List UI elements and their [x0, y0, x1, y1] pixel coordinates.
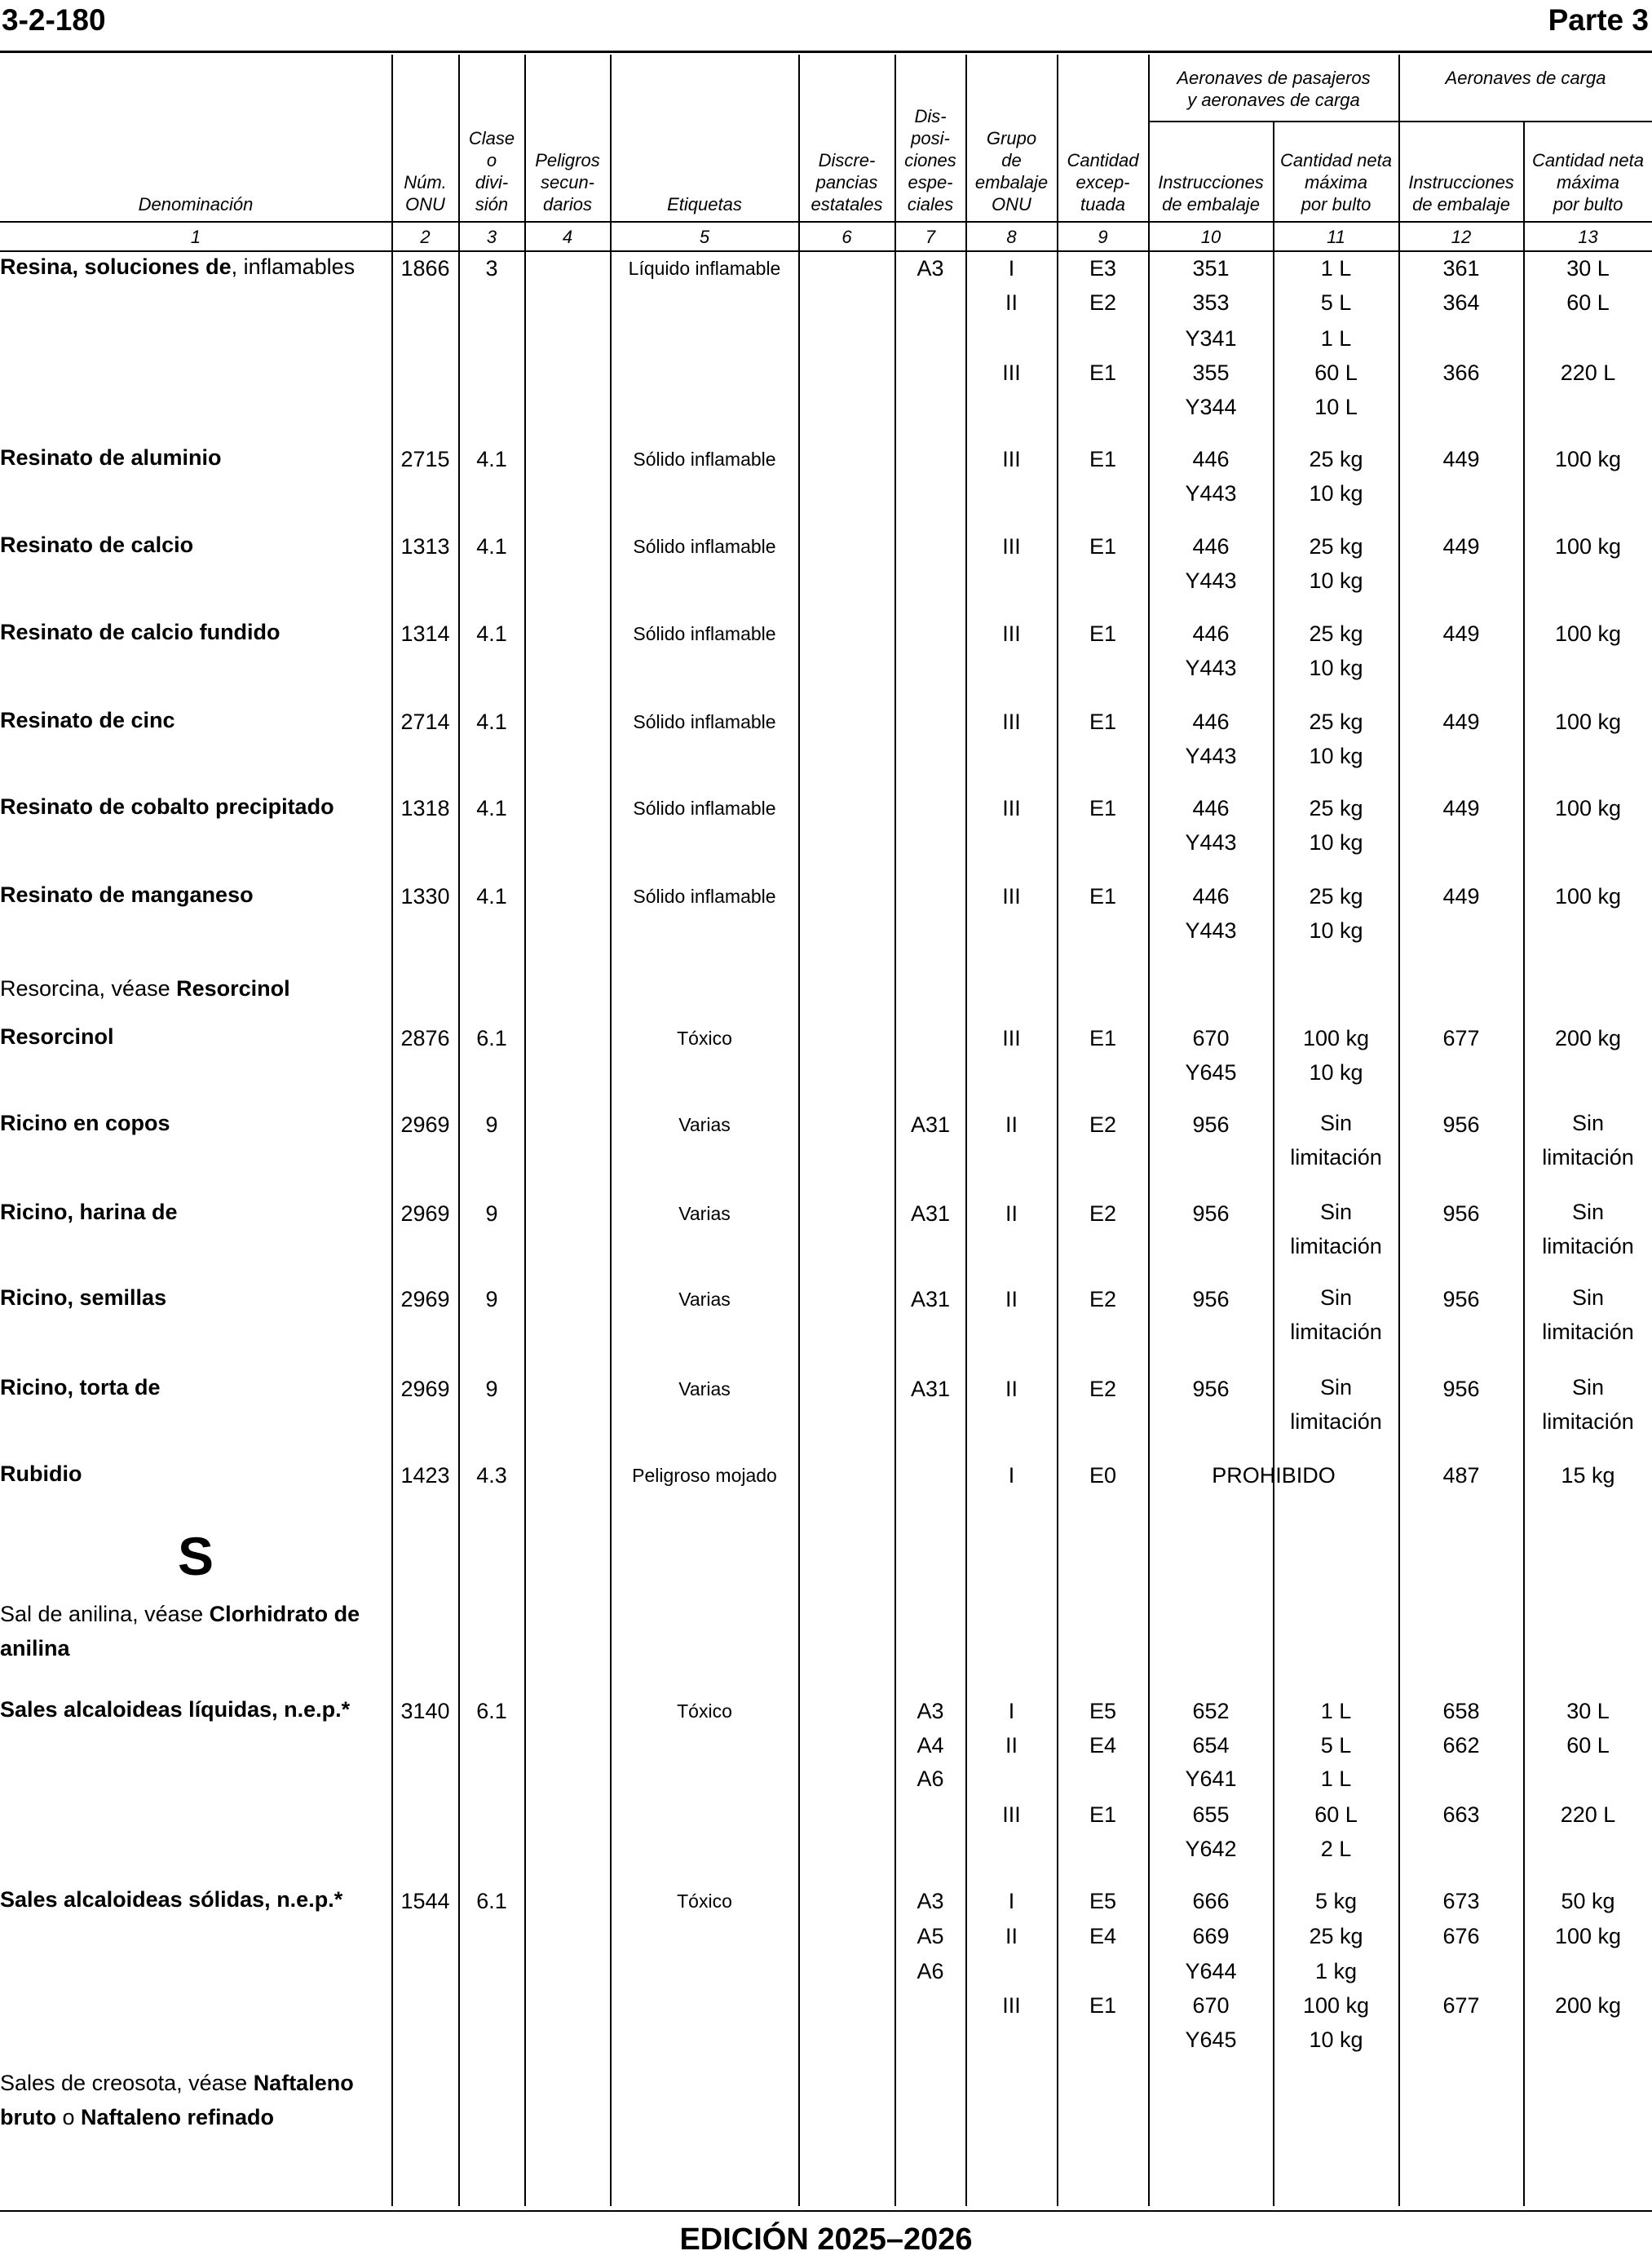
cargo-max-quantity-cell: 60 L [1566, 1733, 1610, 1758]
passenger-packing-instruction-cell: 654 [1192, 1733, 1230, 1758]
un-number-cell: 2969 [400, 1287, 450, 1311]
header-cargo-max-net-quantity: Cantidad neta máxima por bulto [1532, 150, 1644, 214]
passenger-max-quantity-cell: 10 L [1314, 395, 1358, 419]
packing-group-cell: III [1002, 1026, 1021, 1050]
cargo-max-quantity-cell: 100 kg [1554, 534, 1622, 559]
label-cell: Sólido inflamable [633, 886, 776, 907]
cargo-packing-instruction-cell: 364 [1442, 290, 1480, 315]
cargo-max-quantity-cell: 100 kg [1554, 1924, 1622, 1948]
packing-group-cell: II [1005, 1733, 1018, 1758]
cargo-max-quantity-cell: 200 kg [1554, 1026, 1622, 1050]
class-cell: 4.3 [476, 1463, 507, 1488]
special-provision-cell: A3 [917, 1889, 944, 1913]
class-cell: 9 [485, 1201, 498, 1226]
excepted-quantity-cell: E5 [1089, 1699, 1117, 1723]
cargo-max-quantity-cell: 50 kg [1561, 1889, 1615, 1913]
passenger-max-quantity-cell: 1 L [1320, 326, 1352, 351]
column-number: 10 [1200, 227, 1221, 247]
cross-reference-resorcina: Resorcina, véase Resorcinol [0, 976, 290, 1001]
un-number-cell: 2714 [400, 710, 450, 734]
passenger-max-quantity-cell: 25 kg [1309, 447, 1363, 471]
passenger-max-quantity-cell: 1 L [1320, 256, 1352, 281]
cargo-packing-instruction-cell: 676 [1442, 1924, 1480, 1948]
header-excepted-quantity: Cantidad excep- tuada [1067, 150, 1139, 214]
entry-name: Resinato de cinc [0, 708, 175, 732]
column-number: 9 [1098, 227, 1108, 247]
label-cell: Sólido inflamable [633, 536, 776, 557]
label-cell: Peligroso mojado [632, 1465, 777, 1486]
passenger-packing-instruction-cell: Y443 [1185, 830, 1237, 855]
excepted-quantity-cell: E1 [1089, 1802, 1117, 1827]
packing-group-cell: III [1002, 534, 1021, 559]
column-number: 12 [1451, 227, 1472, 247]
excepted-quantity-cell: E2 [1089, 1377, 1117, 1401]
passenger-packing-instruction-cell: 446 [1192, 621, 1230, 646]
cargo-packing-instruction-cell: 487 [1442, 1463, 1480, 1488]
un-number-cell: 1313 [400, 534, 450, 559]
un-number-cell: 1314 [400, 621, 450, 646]
passenger-max-quantity-cell: 25 kg [1309, 534, 1363, 559]
special-provision-cell: A3 [917, 1699, 944, 1723]
passenger-max-quantity-cell: 5 L [1320, 1733, 1352, 1758]
passenger-packing-instruction-cell: 355 [1192, 360, 1230, 385]
special-provision-cell: A4 [917, 1733, 944, 1758]
special-provision-cell: A5 [917, 1924, 944, 1948]
entry-name: Resorcinol [0, 1024, 114, 1049]
passenger-max-quantity-cell: 25 kg [1309, 796, 1363, 820]
part-label: Parte 3 [1548, 3, 1649, 37]
passenger-max-quantity-cell: 10 kg [1309, 481, 1363, 506]
passenger-max-quantity-cell: 100 kg [1302, 1993, 1370, 2018]
excepted-quantity-cell: E1 [1089, 710, 1117, 734]
cargo-packing-instruction-cell: 449 [1442, 796, 1480, 820]
packing-group-cell: III [1002, 621, 1021, 646]
un-number-cell: 2715 [400, 447, 450, 471]
label-cell: Sólido inflamable [633, 798, 776, 819]
passenger-packing-instruction-cell: 351 [1192, 256, 1230, 281]
passenger-max-quantity-cell: 5 L [1320, 290, 1352, 315]
special-provision-cell: A31 [910, 1287, 951, 1311]
label-cell: Tóxico [677, 1890, 732, 1912]
passenger-max-quantity-cell: 10 kg [1309, 568, 1363, 593]
passenger-packing-instruction-cell: 446 [1192, 447, 1230, 471]
passenger-max-quantity-cell: 10 kg [1309, 918, 1363, 943]
header-packing-group: Grupo de embalaje ONU [974, 128, 1049, 214]
class-cell: 4.1 [476, 796, 507, 820]
special-provision-cell: A31 [910, 1201, 951, 1226]
special-provision-cell: A6 [917, 1959, 944, 1983]
class-cell: 4.1 [476, 447, 507, 471]
column-number: 13 [1578, 227, 1598, 247]
header-labels: Etiquetas [667, 194, 742, 214]
cargo-packing-instruction-cell: 677 [1442, 1026, 1480, 1050]
cargo-packing-instruction-cell: 677 [1442, 1993, 1480, 2018]
passenger-max-quantity-cell: 100 kg [1302, 1026, 1370, 1050]
cargo-max-quantity-cell: 100 kg [1554, 621, 1622, 646]
column-number: 3 [486, 227, 497, 247]
un-number-cell: 1318 [400, 796, 450, 820]
class-cell: 6.1 [476, 1699, 507, 1723]
excepted-quantity-cell: E4 [1089, 1733, 1117, 1758]
edition-footer: EDICIÓN 2025–2026 [679, 2222, 973, 2257]
excepted-quantity-cell: E4 [1089, 1924, 1117, 1948]
cargo-max-quantity-cell: 15 kg [1561, 1463, 1615, 1488]
packing-group-cell: III [1002, 884, 1021, 909]
header-rule [0, 51, 1652, 53]
entry-name: Resinato de calcio [0, 533, 194, 557]
header-passenger-packing-instruction: Instrucciones de embalaje [1158, 172, 1264, 214]
entry-name: Ricino, harina de [0, 1200, 178, 1224]
cargo-max-quantity-cell: 100 kg [1554, 710, 1622, 734]
class-cell: 3 [485, 256, 498, 281]
passenger-packing-instruction-cell: Y641 [1185, 1767, 1237, 1791]
class-cell: 6.1 [476, 1889, 507, 1913]
entry-name: Resinato de manganeso [0, 882, 254, 907]
cargo-packing-instruction-cell: 662 [1442, 1733, 1480, 1758]
label-cell: Líquido inflamable [628, 258, 781, 279]
passenger-aircraft-group-header: Aeronaves de pasajeros y aeronaves de carga [1177, 68, 1371, 110]
packing-group-cell: II [1005, 1112, 1018, 1137]
passenger-packing-instruction-cell: Y443 [1185, 918, 1237, 943]
packing-group-cell: III [1002, 447, 1021, 471]
cargo-max-quantity-cell: 100 kg [1554, 796, 1622, 820]
column-divider [524, 55, 526, 2206]
entry-name: Resina, soluciones de, inflamables [0, 254, 356, 279]
excepted-quantity-cell: E1 [1089, 534, 1117, 559]
passenger-max-quantity-cell: 10 kg [1309, 744, 1363, 768]
passenger-max-quantity-cell: 2 L [1320, 1837, 1352, 1861]
passenger-packing-instruction-cell: Y443 [1185, 656, 1237, 680]
packing-group-cell: II [1005, 1377, 1018, 1401]
excepted-quantity-cell: E1 [1089, 1993, 1117, 2018]
passenger-packing-instruction-cell: Y645 [1185, 1060, 1237, 1085]
un-number-cell: 2969 [400, 1377, 450, 1401]
excepted-quantity-cell: E2 [1089, 1287, 1117, 1311]
packing-group-cell: II [1005, 290, 1018, 315]
packing-group-cell: I [1008, 1889, 1015, 1913]
header-subsidiary-hazards: Peligros secun- darios [535, 150, 600, 214]
un-number-cell: 2969 [400, 1112, 450, 1137]
cargo-max-quantity-cell: 100 kg [1554, 884, 1622, 909]
passenger-max-quantity-cell: 60 L [1314, 1802, 1358, 1827]
passenger-max-quantity-cell: 1 kg [1314, 1959, 1358, 1983]
column-number: 11 [1327, 227, 1345, 247]
header-un-number: Núm. ONU [404, 172, 447, 214]
cargo-packing-instruction-cell: 956 [1442, 1112, 1480, 1137]
excepted-quantity-cell: E1 [1089, 360, 1117, 385]
cargo-packing-instruction-cell: 449 [1442, 884, 1480, 909]
un-number-cell: 2876 [400, 1026, 450, 1050]
excepted-quantity-cell: E1 [1089, 621, 1117, 646]
passenger-packing-instruction-cell: Y443 [1185, 744, 1237, 768]
header-state-variations: Discre- pancias estatales [811, 150, 883, 214]
passenger-packing-instruction-cell: Y443 [1185, 568, 1237, 593]
header-bottom-rule [0, 221, 1652, 223]
cargo-max-quantity-cell: Sin limitación [1542, 1285, 1634, 1344]
passenger-packing-instruction-cell: 670 [1192, 1993, 1230, 2018]
un-number-cell: 1330 [400, 884, 450, 909]
passenger-packing-instruction-cell: 670 [1192, 1026, 1230, 1050]
passenger-packing-instruction-cell: 956 [1192, 1112, 1230, 1137]
class-cell: 9 [485, 1112, 498, 1137]
header-special-provisions: Dis- posi- ciones espe- ciales [904, 106, 956, 214]
cargo-max-quantity-cell: 60 L [1566, 290, 1610, 315]
un-number-cell: 1866 [400, 256, 450, 281]
un-number-cell: 1544 [400, 1889, 450, 1913]
passenger-packing-instruction-cell: 446 [1192, 884, 1230, 909]
cargo-packing-instruction-cell: 658 [1442, 1699, 1480, 1723]
header-denominacion: Denominación [138, 194, 254, 214]
cargo-packing-instruction-cell: 956 [1442, 1201, 1480, 1226]
passenger-max-quantity-cell: 10 kg [1309, 656, 1363, 680]
cargo-max-quantity-cell: Sin limitación [1542, 1200, 1634, 1258]
excepted-quantity-cell: E5 [1089, 1889, 1117, 1913]
passenger-packing-instruction-cell: 956 [1192, 1377, 1230, 1401]
section-letter: S [178, 1526, 214, 1586]
special-provision-cell: A31 [910, 1377, 951, 1401]
passenger-packing-instruction-cell: 666 [1192, 1889, 1230, 1913]
cargo-max-quantity-cell: 30 L [1566, 256, 1610, 281]
passenger-max-quantity-cell: Sin limitación [1290, 1111, 1382, 1170]
passenger-packing-instruction-cell: Y443 [1185, 481, 1237, 506]
entry-name: Sales alcaloideas líquidas, n.e.p.* [0, 1697, 351, 1722]
label-cell: Tóxico [677, 1028, 732, 1049]
un-number-cell: 2969 [400, 1201, 450, 1226]
un-number-cell: 3140 [400, 1699, 450, 1723]
special-provision-cell: A3 [917, 256, 944, 281]
passenger-max-quantity-cell: 10 kg [1309, 1060, 1363, 1085]
prohibited-cell: PROHIBIDO [1212, 1463, 1336, 1488]
class-cell: 6.1 [476, 1026, 507, 1050]
cargo-max-quantity-cell: 200 kg [1554, 1993, 1622, 2018]
entry-name: Ricino, semillas [0, 1285, 167, 1310]
class-cell: 9 [485, 1287, 498, 1311]
passenger-max-quantity-cell: 10 kg [1309, 830, 1363, 855]
passenger-packing-instruction-cell: 446 [1192, 710, 1230, 734]
packing-group-cell: II [1005, 1287, 1018, 1311]
group-header-rule [1149, 121, 1652, 122]
packing-group-cell: I [1008, 1463, 1015, 1488]
passenger-max-quantity-cell: 1 L [1320, 1699, 1352, 1723]
cargo-packing-instruction-cell: 673 [1442, 1889, 1480, 1913]
packing-group-cell: III [1002, 710, 1021, 734]
class-cell: 4.1 [476, 884, 507, 909]
packing-group-cell: II [1005, 1201, 1018, 1226]
passenger-max-quantity-cell: 1 L [1320, 1767, 1352, 1791]
passenger-packing-instruction-cell: 669 [1192, 1924, 1230, 1948]
packing-group-cell: I [1008, 256, 1015, 281]
excepted-quantity-cell: E3 [1089, 256, 1117, 281]
column-number: 2 [420, 227, 431, 247]
cargo-max-quantity-cell: Sin limitación [1542, 1375, 1634, 1434]
column-number: 8 [1006, 227, 1017, 247]
label-cell: Sólido inflamable [633, 623, 776, 644]
special-provision-cell: A31 [910, 1112, 951, 1137]
excepted-quantity-cell: E2 [1089, 1201, 1117, 1226]
entry-name: Resinato de aluminio [0, 445, 222, 470]
column-number: 4 [562, 227, 573, 247]
excepted-quantity-cell: E2 [1089, 290, 1117, 315]
header-cargo-packing-instruction: Instrucciones de embalaje [1408, 172, 1514, 214]
cargo-max-quantity-cell: Sin limitación [1542, 1111, 1634, 1170]
cargo-max-quantity-cell: 220 L [1560, 360, 1616, 385]
class-cell: 4.1 [476, 710, 507, 734]
passenger-packing-instruction-cell: Y341 [1185, 326, 1237, 351]
column-number: 7 [925, 227, 936, 247]
cargo-packing-instruction-cell: 361 [1442, 256, 1480, 281]
passenger-max-quantity-cell: 60 L [1314, 360, 1358, 385]
cargo-packing-instruction-cell: 956 [1442, 1287, 1480, 1311]
header-passenger-max-net-quantity: Cantidad neta máxima por bulto [1280, 150, 1392, 214]
excepted-quantity-cell: E1 [1089, 884, 1117, 909]
class-cell: 4.1 [476, 621, 507, 646]
passenger-max-quantity-cell: Sin limitación [1290, 1200, 1382, 1258]
un-number-cell: 1423 [400, 1463, 450, 1488]
class-cell: 9 [485, 1377, 498, 1401]
excepted-quantity-cell: E1 [1089, 1026, 1117, 1050]
cargo-max-quantity-cell: 100 kg [1554, 447, 1622, 471]
packing-group-cell: III [1002, 796, 1021, 820]
cargo-aircraft-group-header: Aeronaves de carga [1445, 68, 1606, 88]
passenger-packing-instruction-cell: Y644 [1185, 1959, 1237, 1983]
passenger-packing-instruction-cell: Y344 [1185, 395, 1237, 419]
label-cell: Varias [678, 1203, 731, 1224]
cargo-packing-instruction-cell: 366 [1442, 360, 1480, 385]
passenger-packing-instruction-cell: 655 [1192, 1802, 1230, 1827]
entry-name: Sales alcaloideas sólidas, n.e.p.* [0, 1887, 343, 1912]
footer-rule [0, 2210, 1652, 2212]
cargo-packing-instruction-cell: 956 [1442, 1377, 1480, 1401]
excepted-quantity-cell: E1 [1089, 447, 1117, 471]
passenger-max-quantity-cell: Sin limitación [1290, 1375, 1382, 1434]
excepted-quantity-cell: E2 [1089, 1112, 1117, 1137]
label-cell: Tóxico [677, 1700, 732, 1722]
passenger-max-quantity-cell: 25 kg [1309, 1924, 1363, 1948]
label-cell: Varias [678, 1114, 731, 1135]
passenger-max-quantity-cell: 25 kg [1309, 621, 1363, 646]
cross-reference-creosota: Sales de creosota, véase Naftaleno bruto o Naftaleno refinado [0, 2071, 354, 2129]
column-number: 1 [190, 227, 201, 247]
entry-name: Resinato de cobalto precipitado [0, 794, 334, 819]
column-number: 5 [699, 227, 710, 247]
packing-group-cell: III [1002, 1993, 1021, 2018]
passenger-packing-instruction-cell: 956 [1192, 1201, 1230, 1226]
cargo-packing-instruction-cell: 449 [1442, 447, 1480, 471]
header-class: Clase o divi- sión [468, 128, 515, 214]
packing-group-cell: III [1002, 360, 1021, 385]
passenger-max-quantity-cell: 5 kg [1314, 1889, 1358, 1913]
entry-name: Ricino en copos [0, 1111, 170, 1135]
packing-group-cell: III [1002, 1802, 1021, 1827]
passenger-packing-instruction-cell: 446 [1192, 534, 1230, 559]
column-number: 6 [841, 227, 852, 247]
passenger-max-quantity-cell: 25 kg [1309, 884, 1363, 909]
label-cell: Sólido inflamable [633, 711, 776, 732]
excepted-quantity-cell: E1 [1089, 796, 1117, 820]
passenger-max-quantity-cell: 25 kg [1309, 710, 1363, 734]
cargo-packing-instruction-cell: 449 [1442, 534, 1480, 559]
entry-name: Resinato de calcio fundido [0, 620, 280, 644]
passenger-packing-instruction-cell: 446 [1192, 796, 1230, 820]
excepted-quantity-cell: E0 [1089, 1463, 1117, 1488]
column-divider [798, 55, 800, 2206]
passenger-packing-instruction-cell: 353 [1192, 290, 1230, 315]
entry-name: Rubidio [0, 1461, 82, 1486]
cargo-max-quantity-cell: 30 L [1566, 1699, 1610, 1723]
cargo-packing-instruction-cell: 449 [1442, 621, 1480, 646]
cargo-max-quantity-cell: 220 L [1560, 1802, 1616, 1827]
packing-group-cell: I [1008, 1699, 1015, 1723]
passenger-packing-instruction-cell: Y645 [1185, 2027, 1237, 2052]
passenger-max-quantity-cell: 10 kg [1309, 2027, 1363, 2052]
label-cell: Varias [678, 1378, 731, 1400]
label-cell: Varias [678, 1289, 731, 1310]
entry-name: Ricino, torta de [0, 1375, 161, 1400]
cargo-packing-instruction-cell: 449 [1442, 710, 1480, 734]
packing-group-cell: II [1005, 1924, 1018, 1948]
passenger-packing-instruction-cell: 956 [1192, 1287, 1230, 1311]
label-cell: Sólido inflamable [633, 449, 776, 470]
cross-reference-sal-anilina: Sal de anilina, véase Clorhidrato de anilina [0, 1602, 360, 1660]
cargo-packing-instruction-cell: 663 [1442, 1802, 1480, 1827]
passenger-packing-instruction-cell: Y642 [1185, 1837, 1237, 1861]
class-cell: 4.1 [476, 534, 507, 559]
page-number: 3-2-180 [2, 3, 106, 37]
passenger-packing-instruction-cell: 652 [1192, 1699, 1230, 1723]
special-provision-cell: A6 [917, 1767, 944, 1791]
passenger-max-quantity-cell: Sin limitación [1290, 1285, 1382, 1344]
